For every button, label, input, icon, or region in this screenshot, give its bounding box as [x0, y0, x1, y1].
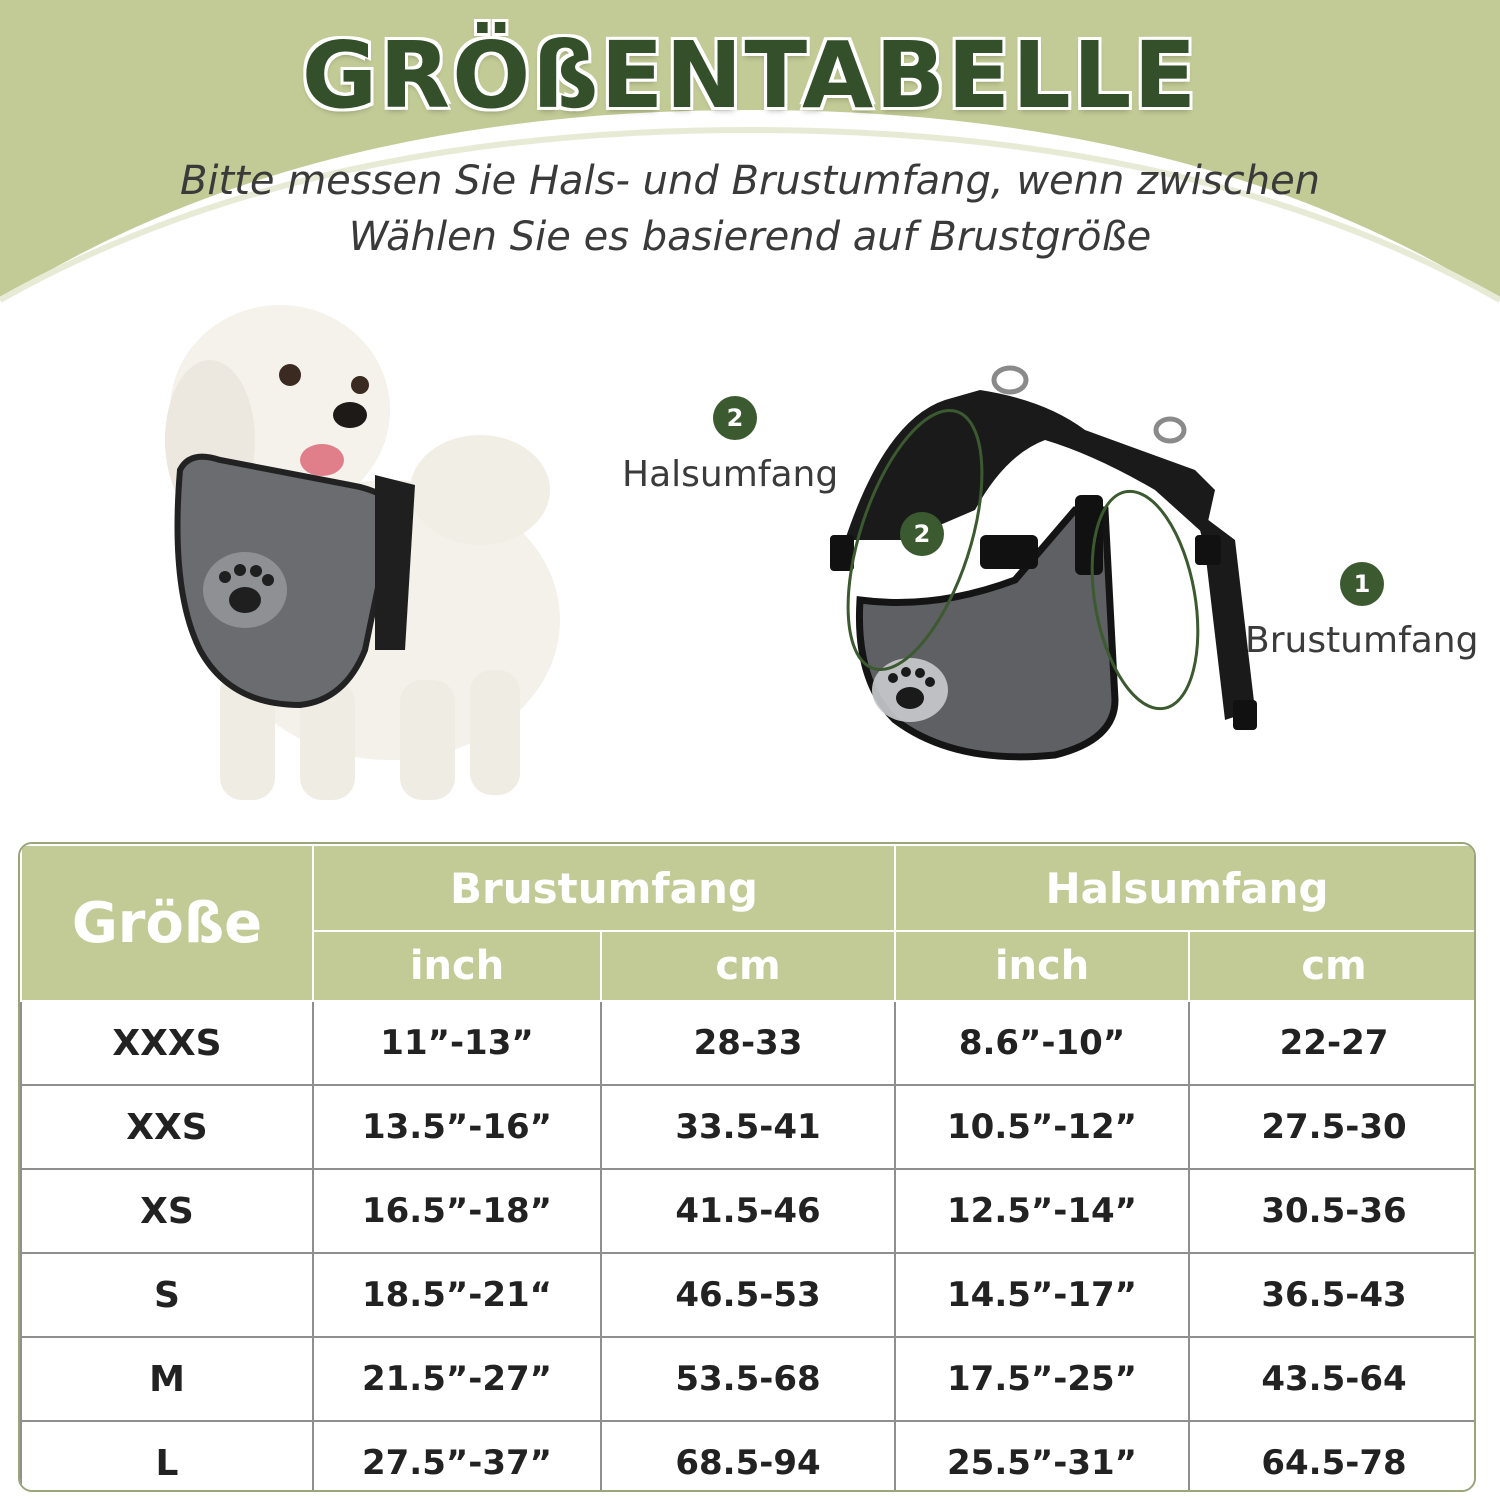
chest-cm-cell: 33.5-41 — [601, 1085, 895, 1169]
subtitle-line-2: Wählen Sie es basierend auf Brustgröße — [348, 214, 1152, 260]
size-cell: XXS — [21, 1085, 313, 1169]
chest-cm-cell: 28-33 — [601, 1001, 895, 1085]
neck-cm-cell: 64.5-78 — [1189, 1421, 1476, 1492]
chest-callout-label: Brustumfang — [1245, 620, 1479, 661]
chest-inch-cell: 11”-13” — [313, 1001, 601, 1085]
neck-cm-cell: 22-27 — [1189, 1001, 1476, 1085]
harness-product-image — [815, 360, 1275, 780]
table-row — [21, 1001, 1476, 1085]
neck-inch-cell: 10.5”-12” — [895, 1085, 1189, 1169]
neck-cm-cell: 27.5-30 — [1189, 1085, 1476, 1169]
size-cell: L — [21, 1421, 313, 1492]
neck-ring-marker-badge: 2 — [900, 512, 944, 556]
neck-column-header: Halsumfang — [895, 845, 1476, 931]
neck-inch-cell: 14.5”-17” — [895, 1253, 1189, 1337]
size-cell: M — [21, 1337, 313, 1421]
chest-cm-cell: 46.5-53 — [601, 1253, 895, 1337]
size-table-container — [18, 842, 1476, 1492]
page-title: GRÖßENTABELLE — [301, 22, 1199, 129]
chest-inch-header: inch — [313, 931, 601, 1001]
subtitle-line-1: Bitte messen Sie Hals- und Brustumfang, wenn zwischen — [179, 158, 1321, 204]
chest-inch-cell: 27.5”-37” — [313, 1421, 601, 1492]
chest-inch-cell: 21.5”-27” — [313, 1337, 601, 1421]
neck-cm-header: cm — [1189, 931, 1476, 1001]
chest-cm-header: cm — [601, 931, 895, 1001]
neck-inch-cell: 17.5”-25” — [895, 1337, 1189, 1421]
chest-cm-cell: 41.5-46 — [601, 1169, 895, 1253]
chest-cm-cell: 53.5-68 — [601, 1337, 895, 1421]
table-row — [21, 1169, 1476, 1253]
table-row — [21, 1085, 1476, 1169]
size-cell: XS — [21, 1169, 313, 1253]
table-row — [21, 1421, 1476, 1492]
neck-inch-header: inch — [895, 931, 1189, 1001]
chest-column-header: Brustumfang — [313, 845, 895, 931]
size-cell: XXXS — [21, 1001, 313, 1085]
neck-cm-cell: 36.5-43 — [1189, 1253, 1476, 1337]
neck-cm-cell: 43.5-64 — [1189, 1337, 1476, 1421]
neck-cm-cell: 30.5-36 — [1189, 1169, 1476, 1253]
neck-inch-cell: 12.5”-14” — [895, 1169, 1189, 1253]
table-row — [21, 1337, 1476, 1421]
chest-marker-badge: 1 — [1340, 562, 1384, 606]
size-column-header: Größe — [21, 845, 313, 1001]
chest-cm-cell: 68.5-94 — [601, 1421, 895, 1492]
neck-marker-badge: 2 — [713, 396, 757, 440]
dog-with-harness-image — [150, 290, 570, 810]
size-table — [20, 844, 1476, 1492]
chest-inch-cell: 16.5”-18” — [313, 1169, 601, 1253]
table-row — [21, 1253, 1476, 1337]
neck-inch-cell: 25.5”-31” — [895, 1421, 1189, 1492]
chest-inch-cell: 18.5”-21“ — [313, 1253, 601, 1337]
size-cell: S — [21, 1253, 313, 1337]
neck-inch-cell: 8.6”-10” — [895, 1001, 1189, 1085]
chest-inch-cell: 13.5”-16” — [313, 1085, 601, 1169]
neck-callout-label: Halsumfang — [622, 454, 839, 495]
